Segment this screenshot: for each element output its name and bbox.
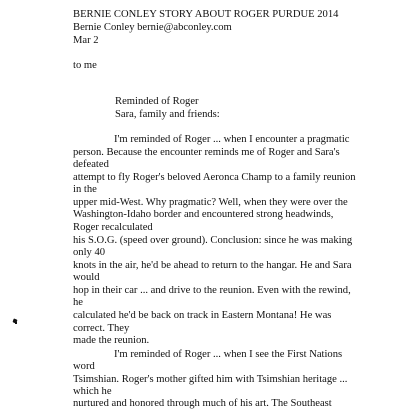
paragraph-line: Washington-Idaho border and encountered strong headwinds, [73,209,334,220]
paragraph-line: knots in the air, he'd be ahead to return to the hangar. He and Sara [73,260,352,271]
paragraph-line: word [73,361,95,372]
paragraph-line: person. Because the encounter reminds me of Roger and Sara's [73,147,340,158]
paragraph-line: I'm reminded of Roger ... when I encounter a pragmatic [114,134,350,145]
paragraph-line: which he [73,386,112,397]
recipient-line: to me [73,60,97,71]
paragraph-line: in the [73,184,97,195]
paragraph-line: he [73,297,83,308]
document-title: BERNIE CONLEY STORY ABOUT ROGER PURDUE 2014 [73,9,339,20]
paragraph-line: I'm reminded of Roger ... when I see the First Nations [114,349,343,360]
paragraph-line: only 40 [73,247,106,258]
letter-salutation: Sara, family and friends: [115,109,220,120]
paragraph-line: nurtured and honored through much of his art. The Southeast [73,398,332,409]
sender-line: Bernie Conley bernie@abconley.com [73,22,232,33]
paragraph-line: made the reunion. [73,335,150,346]
letter-subject: Reminded of Roger [115,96,199,107]
date-line: Mar 2 [73,35,99,46]
paragraph-line: calculated he'd be back on track in Eastern Montana! He was [73,310,332,321]
paragraph-line: would [73,272,100,283]
paragraph-line: defeated [73,159,109,170]
paragraph-line: correct. They [73,323,130,334]
paragraph-line: upper mid-West. Why pragmatic? Well, when they were over the [73,197,348,208]
paragraph-line: Roger recalculated [73,222,153,233]
paragraph-line: attempt to fly Roger's beloved Aeronca Champ to a family reunion [73,172,356,183]
paragraph-line: his S.O.G. (speed over ground). Conclusion: since he was making [73,235,353,246]
paragraph-line: Tsimshian. Roger's mother gifted him with Tsimshian heritage ... [73,374,348,385]
scan-speck-tail [15,322,17,324]
paragraph-line: hop in their car ... and drive to the reunion. Even with the rewind, [73,285,351,296]
